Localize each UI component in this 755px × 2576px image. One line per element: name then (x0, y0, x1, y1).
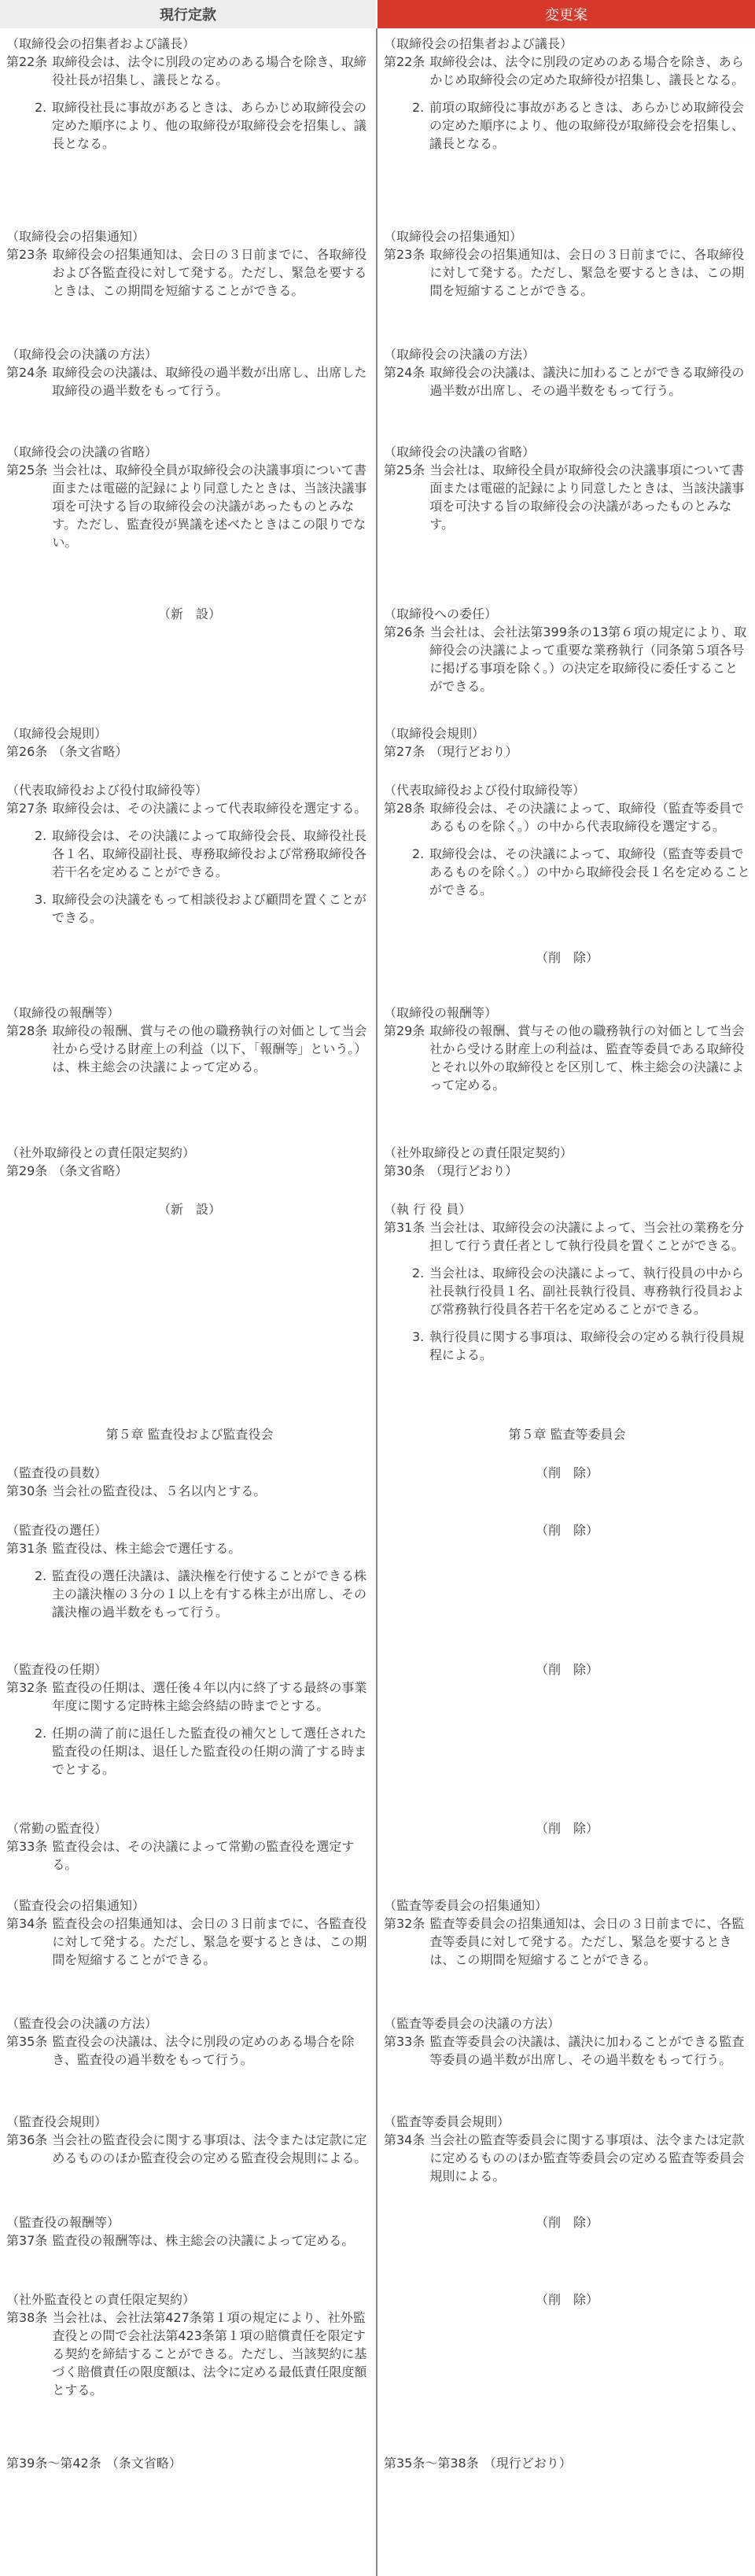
article-block (384, 1425, 750, 1443)
paragraph-text: 取締役社長に事故があるときは、あらかじめ取締役会の定めた順序により、他の取締役が取締役会を招集し、議長となる。 (52, 100, 367, 151)
status-note: （削 除） (535, 1662, 598, 1677)
article-number: 第34条 (384, 2132, 425, 2147)
article-block (6, 1144, 373, 1180)
article-caption: （取締役会規則） (384, 726, 485, 741)
article-row (6, 461, 373, 551)
article-text: 取締役会は、法令に別段の定めのある場合を除き、あらかじめ取締役会の定めた取締役が招集し、議長となる。 (429, 54, 745, 87)
paragraph-number: 2. (412, 1266, 425, 1281)
article-caption: （監査役会の招集通知） (6, 1898, 145, 1913)
article-row (6, 2131, 373, 2167)
article-caption: （取締役会の決議の方法） (6, 347, 158, 362)
article-row (6, 1679, 373, 1715)
article-caption: （取締役会の決議の省略） (384, 444, 536, 459)
article-text: 監査等委員会の決議は、議決に加わることができる監査等委員の過半数が出席し、その過半数をもって行う。 (429, 2034, 745, 2067)
chapter-heading: 第５章 監査等委員会 (508, 1427, 626, 1442)
article-block (6, 227, 373, 300)
article-row (384, 743, 750, 761)
article-block (384, 1464, 750, 1482)
article-block (384, 949, 750, 967)
article-caption: （監査役会の決議の方法） (6, 2016, 158, 2031)
article-row (384, 53, 750, 89)
article-caption: （取締役の報酬等） (384, 1005, 498, 1020)
article-caption: （社外監査役との責任限定契約） (6, 2292, 196, 2307)
article-paragraph (35, 1724, 373, 1778)
current-articles-column (6, 28, 373, 2576)
article-caption: （監査等委員会の招集通知） (384, 1898, 548, 1913)
article-block (6, 1819, 373, 1874)
paragraph-number: 2. (35, 1726, 47, 1741)
current-articles-header: 現行定款 (0, 0, 376, 28)
article-caption: （常勤の監査役） (6, 1821, 108, 1836)
paragraph-text: 監査役の選任決議は、議決権を行使することができる株主の議決権の３分の１以上を有する株主が出席し、その議決権の過半数をもって行う。 (52, 1568, 367, 1620)
article-row (6, 1482, 373, 1500)
article-number: 第27条 (384, 744, 425, 759)
article-row (384, 2454, 750, 2472)
article-number: 第38条 (6, 2310, 48, 2325)
article-text: （条文省略） (105, 2456, 182, 2471)
article-number: 第31条 (6, 1541, 48, 1556)
article-text: （現行どおり） (429, 1163, 518, 1178)
article-block (384, 605, 750, 695)
article-text: 当会社の監査役会に関する事項は、法令または定款に定めるもののほか監査役会の定める監査役会規則による。 (52, 2132, 367, 2165)
article-paragraph (35, 98, 373, 153)
article-block (384, 1819, 750, 1837)
article-text: 取締役会の招集通知は、会日の３日前までに、各取締役に対して発する。ただし、緊急を要するときは、この期間を短縮することができる。 (429, 247, 745, 298)
article-block (384, 1896, 750, 1969)
article-number: 第30条 (6, 1483, 48, 1498)
article-caption: （社外取締役との責任限定契約） (6, 1145, 196, 1160)
article-block (6, 2454, 373, 2472)
article-block (6, 2014, 373, 2069)
article-row (384, 1022, 750, 1094)
article-caption: （監査役の任期） (6, 1662, 108, 1677)
article-number: 第26条 (384, 625, 425, 639)
article-text: 監査役会は、その決議によって常勤の監査役を選定する。 (52, 1839, 355, 1872)
article-row (384, 2032, 750, 2069)
article-number: 第23条 (384, 247, 425, 262)
article-text: 当会社の監査等委員会に関する事項は、法令または定款に定めるもののほか監査等委員会の定める監査等委員会規則による。 (429, 2132, 745, 2184)
proposed-amendment-header: 変更案 (378, 0, 755, 28)
article-text: 当会社の監査役は、５名以内とする。 (52, 1483, 267, 1498)
article-block (6, 724, 373, 761)
article-number: 第32条 (384, 1916, 425, 1931)
paragraph-text: 任期の満了前に退任した監査役の補欠として選任された監査役の任期は、退任した監査役の任期の満了する時までとする。 (52, 1726, 367, 1777)
article-block (384, 35, 750, 153)
status-note: （削 除） (535, 1523, 598, 1538)
article-text: 当会社は、会社法第427条第１項の規定により、社外監査役との間で会社法第423条第１項の賠償責任を限定する契約を締結することができる。ただし、当該契約に基づく賠償責任の限度額は、法令に定める最低責任限度額とする。 (52, 2310, 367, 2397)
article-paragraph (412, 845, 750, 899)
article-number: 第32条 (6, 1680, 48, 1695)
article-row (384, 1218, 750, 1255)
article-block (6, 2290, 373, 2399)
article-row (6, 1022, 373, 1076)
article-caption: （取締役会規則） (6, 726, 108, 741)
article-block (6, 1464, 373, 1500)
article-number: 第27条 (6, 801, 48, 816)
article-block (6, 781, 373, 927)
article-number: 第28条 (384, 801, 425, 816)
article-number: 第28条 (6, 1023, 48, 1038)
status-note: （削 除） (535, 2292, 598, 2307)
article-number: 第24条 (6, 365, 48, 380)
article-number: 第35条～第38条 (384, 2456, 479, 2471)
paragraph-number: 2. (412, 100, 425, 115)
article-caption: （監査役の報酬等） (6, 2215, 120, 2230)
article-row (384, 245, 750, 300)
article-caption: （取締役会の招集者および議長） (384, 36, 573, 51)
article-text: （条文省略） (52, 744, 128, 759)
article-block (384, 2014, 750, 2069)
article-caption: （監査役会規則） (6, 2114, 108, 2129)
article-block (6, 1200, 373, 1218)
article-row (384, 799, 750, 835)
article-paragraph (412, 98, 750, 153)
article-text: 取締役の報酬、賞与その他の職務執行の対価として当会社から受ける財産上の利益は、監査等委員である取締役とそれ以外の取締役とを区別して、株主総会の決議によって定める。 (429, 1023, 745, 1093)
article-block (384, 1144, 750, 1180)
article-row (6, 363, 373, 400)
article-text: 取締役会の招集通知は、会日の３日前までに、各取締役および各監査役に対して発する。ただし、緊急を要するときは、この期間を短縮することができる。 (52, 247, 367, 298)
article-block (384, 1200, 750, 1364)
article-block (384, 2290, 750, 2309)
article-row (6, 245, 373, 300)
status-note: （削 除） (535, 1821, 598, 1836)
article-text: （条文省略） (52, 1163, 128, 1178)
article-block (6, 1004, 373, 1076)
paragraph-text: 執行役員に関する事項は、取締役会の定める執行役員規程による。 (429, 1329, 745, 1362)
article-block (384, 227, 750, 300)
article-caption: （監査役の員数） (6, 1465, 108, 1480)
article-block (384, 1660, 750, 1679)
article-number: 第24条 (384, 365, 425, 380)
article-text: 監査役の任期は、選任後４年以内に終了する最終の事業年度に関する定時株主総会終結の時までとする。 (52, 1680, 367, 1713)
article-text: （現行どおり） (483, 2456, 572, 2471)
article-row (6, 2454, 373, 2472)
article-row (384, 363, 750, 400)
article-row (384, 461, 750, 533)
article-block (384, 781, 750, 899)
article-row (384, 1914, 750, 1969)
article-block (6, 2113, 373, 2167)
article-text: 取締役会の決議は、議決に加わることができる取締役の過半数が出席し、その過半数をもって行う。 (429, 365, 745, 398)
article-caption: （執 行 役 員） (384, 1202, 472, 1217)
article-paragraph (412, 1328, 750, 1364)
proposed-articles-column (384, 28, 750, 2576)
article-caption: （取締役への委任） (384, 606, 498, 621)
article-text: 当会社は、取締役全員が取締役会の決議事項について書面または電磁的記録により同意したときは、当該決議事項を可決する旨の取締役会の決議があったものとみなす。ただし、監査役が異議を述べたときはこの限りでない。 (52, 463, 367, 550)
article-number: 第36条 (6, 2132, 48, 2147)
article-row (6, 743, 373, 761)
paragraph-number: 2. (412, 846, 425, 861)
article-number: 第39条～第42条 (6, 2456, 101, 2471)
article-text: 監査役会の決議は、法令に別段の定めのある場合を除き、監査役の過半数をもって行う。 (52, 2034, 355, 2067)
status-note: （削 除） (535, 1465, 598, 1480)
paragraph-number: 3. (412, 1329, 425, 1344)
article-text: 当会社は、取締役全員が取締役会の決議事項について書面または電磁的記録により同意したときは、当該決議事項を可決する旨の取締役会の決議があったものとみなす。 (429, 463, 745, 532)
paragraph-number: 2. (35, 828, 47, 843)
article-text: （現行どおり） (429, 744, 518, 759)
article-caption: （取締役会の招集通知） (384, 229, 523, 244)
chapter-heading: 第５章 監査役および監査役会 (105, 1427, 274, 1442)
article-row (384, 2131, 750, 2185)
article-block (384, 724, 750, 761)
article-block (384, 1004, 750, 1094)
article-row (384, 623, 750, 695)
article-text: 取締役会は、法令に別段の定めのある場合を除き、取締役社長が招集し、議長となる。 (52, 54, 366, 87)
article-number: 第29条 (6, 1163, 48, 1178)
status-note: （削 除） (535, 2215, 598, 2230)
article-caption: （取締役会の招集通知） (6, 229, 145, 244)
article-row (6, 799, 373, 817)
article-paragraph (35, 1567, 373, 1621)
article-caption: （取締役会の決議の省略） (6, 444, 158, 459)
article-block (6, 1425, 373, 1443)
article-block (384, 2454, 750, 2472)
article-paragraph (412, 1264, 750, 1318)
article-number: 第31条 (384, 1220, 425, 1235)
article-row (6, 2231, 373, 2250)
paragraph-number: 2. (35, 1568, 47, 1583)
comparison-table (0, 28, 755, 2576)
article-caption: （監査等委員会の決議の方法） (384, 2016, 561, 2031)
article-text: 取締役会は、その決議によって代表取締役を選定する。 (52, 801, 367, 816)
article-block (6, 1521, 373, 1621)
article-text: 取締役会は、その決議によって、取締役（監査等委員であるものを除く。）の中から代表取締役を選定する。 (429, 801, 745, 834)
article-block (384, 2113, 750, 2185)
article-number: 第37条 (6, 2233, 48, 2248)
article-paragraph (35, 827, 373, 881)
article-text: 当会社は、会社法第399条の13第６項の規定により、取締役会の決議によって重要な業務執行（同条第５項各号に掲げる事項を除く。）の決定を取締役に委任することができる。 (429, 625, 747, 694)
article-paragraph (35, 890, 373, 927)
article-block (384, 2213, 750, 2231)
article-number: 第34条 (6, 1916, 48, 1931)
article-block (6, 1896, 373, 1969)
paragraph-number: 2. (35, 100, 47, 115)
article-block (6, 1660, 373, 1778)
article-number: 第25条 (6, 463, 48, 477)
article-number: 第26条 (6, 744, 48, 759)
article-row (6, 53, 373, 89)
article-number: 第35条 (6, 2034, 48, 2049)
article-number: 第33条 (6, 1839, 48, 1854)
table-header (0, 0, 755, 28)
article-number: 第30条 (384, 1163, 425, 1178)
article-number: 第25条 (384, 463, 425, 477)
article-row (6, 1539, 373, 1557)
article-row (6, 1837, 373, 1874)
status-note: （新 設） (157, 1202, 221, 1217)
article-block (6, 35, 373, 153)
article-block (6, 2213, 373, 2250)
article-text: 取締役会の決議は、取締役の過半数が出席し、出席した取締役の過半数をもって行う。 (52, 365, 367, 398)
article-text: 監査等委員会の招集通知は、会日の３日前までに、各監査等委員に対して発する。ただし、緊急を要するときは、この期間を短縮することができる。 (429, 1916, 745, 1967)
article-block (6, 443, 373, 551)
paragraph-text: 取締役会は、その決議によって、取締役（監査等委員であるものを除く。）の中から取締役会長１名を定めることができる。 (429, 846, 750, 897)
article-row (6, 2309, 373, 2399)
article-caption: （代表取締役および役付取締役等） (6, 783, 208, 798)
article-row (384, 1162, 750, 1180)
status-note: （削 除） (535, 950, 598, 965)
article-row (6, 2032, 373, 2069)
article-row (6, 1914, 373, 1969)
article-block (384, 443, 750, 533)
article-caption: （取締役の報酬等） (6, 1005, 120, 1020)
paragraph-text: 当会社は、取締役会の決議によって、執行役員の中から社長執行役員１名、副社長執行役員、専務執行役員および常務執行役員各若干名を定めることができる。 (429, 1266, 745, 1317)
article-text: 監査役は、株主総会で選任する。 (52, 1541, 241, 1556)
article-text: 取締役の報酬、賞与その他の職務執行の対価として当会社から受ける財産上の利益（以下、「報酬等」という。）は、株主総会の決議によって定める。 (52, 1023, 367, 1074)
article-number: 第29条 (384, 1023, 425, 1038)
article-block (6, 605, 373, 623)
article-block (6, 345, 373, 400)
article-text: 監査役会の招集通知は、会日の３日前までに、各監査役に対して発する。ただし、緊急を要するときは、この期間を短縮することができる。 (52, 1916, 367, 1967)
article-caption: （取締役会の招集者および議長） (6, 36, 196, 51)
paragraph-number: 3. (35, 892, 47, 907)
article-block (384, 1521, 750, 1539)
column-divider (376, 28, 378, 2576)
article-block (384, 345, 750, 400)
article-caption: （監査役の選任） (6, 1523, 108, 1538)
article-caption: （監査等委員会規則） (384, 2114, 510, 2129)
article-number: 第22条 (6, 54, 48, 69)
paragraph-text: 取締役会は、その決議によって取締役会長、取締役社長各１名、取締役副社長、専務取締役および常務取締役各若干名を定めることができる。 (52, 828, 367, 879)
paragraph-text: 前項の取締役に事故があるときは、あらかじめ取締役会の定めた順序により、他の取締役が取締役会を招集し、議長となる。 (429, 100, 745, 151)
article-text: 当会社は、取締役会の決議によって、当会社の業務を分担して行う責任者として執行役員を置くことができる。 (429, 1220, 745, 1253)
article-caption: （代表取締役および役付取締役等） (384, 783, 586, 798)
article-number: 第22条 (384, 54, 425, 69)
status-note: （新 設） (157, 606, 221, 621)
article-row (6, 1162, 373, 1180)
paragraph-text: 取締役会の決議をもって相談役および顧問を置くことができる。 (52, 892, 367, 925)
article-number: 第23条 (6, 247, 48, 262)
article-number: 第33条 (384, 2034, 425, 2049)
article-text: 監査役の報酬等は、株主総会の決議によって定める。 (52, 2233, 355, 2248)
article-caption: （社外取締役との責任限定契約） (384, 1145, 573, 1160)
article-caption: （取締役会の決議の方法） (384, 347, 536, 362)
